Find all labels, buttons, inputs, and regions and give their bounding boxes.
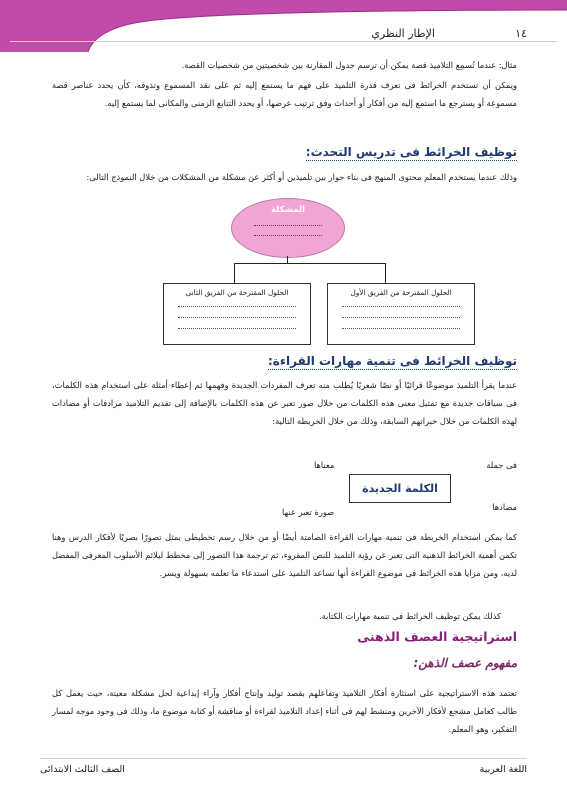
paragraph-writing: كذلك يمكن توظيف الخرائط فى تنمية مهارات الكتابة. <box>318 611 501 621</box>
word-map-opposites: مضادها <box>492 502 517 512</box>
team1-solutions-box <box>327 283 475 345</box>
dotted-line <box>342 306 460 307</box>
dotted-line <box>254 225 322 226</box>
dotted-line <box>178 317 296 318</box>
heading-brainstorm: استراتيجية العصف الذهنى <box>357 629 517 644</box>
running-head: الإطار النظري <box>371 27 435 40</box>
header-band <box>0 0 567 52</box>
team2-label: الحلول المقترحة من الفريق الثانى <box>185 288 289 297</box>
dotted-line <box>254 235 322 236</box>
dotted-line <box>178 328 296 329</box>
dotted-line <box>342 328 460 329</box>
heading-speaking: توظيف الخرائط فى تدريس التحدث: <box>305 145 517 159</box>
new-word-box: الكلمة الجديدة <box>349 474 451 503</box>
footer-grade: الصف الثالث الابتدائى <box>40 764 125 775</box>
problem-ellipse <box>231 198 345 258</box>
paragraph-example: مثال: عندما تُسمِع التلاميذ قصة يمكن أن ترسم جدول المقارنة بين شخصيتين من شخصيات القصة. <box>181 60 517 70</box>
paragraph-silent-reading: كما يمكن استخدام الخريطة فى تنمية مهارات القراءة الصامتة أيضًا أو من خلال رسم تخطيطى يمثل تصورًا بصريًا لأفكار الدرس وهنا تكمن أهمية الخرائط الذهنية التى تعبر عن رؤية التلميذ للنص المقروء، ثم ترجمة هذا التصور إلى مخطط ليلائم الأسلوب المعرفى المفضل لديه، ومن مزايا هذه الخرائط فى موضوع القراءة أنها تساعد التلميذ على استدعاء ما تعلمه بسهولة ويسر. <box>52 532 517 578</box>
dotted-line <box>342 317 460 318</box>
paragraph-reading: عندما يقرأ التلميذ موضوعًا قرائيًا أو نصًا شعريًا يُطلب منه تعرف المفردات الجديدة وفهمها ثم إعطاء أمثلة على استخدام هذه الكلمات، فى سياقات جديدة مع تمثيل معنى هذه الكلمات من خلال صور تعبر عن هذه الكلمات بالإضافة إلى تقديم التلاميذ مرادفات أو مضادات لهذه الكلمات من خلال خبراتهم السابقة، وذلك من خلال الخريطة التالية: <box>52 380 517 426</box>
diagram-connector <box>385 263 386 283</box>
page-number: ١٤ <box>515 27 527 40</box>
heading-reading: توظيف الخرائط فى تنمية مهارات القراءة: <box>267 354 517 368</box>
word-map-meaning: معناها <box>314 460 335 470</box>
word-map-in-sentence: فى جملة <box>486 460 517 470</box>
diagram-connector <box>234 263 235 283</box>
paragraph-brainstorm: تعتمد هذه الاستراتيجية على استثارة أفكار التلاميذ وتفاعلهم بقصد توليد وإنتاج أفكار وآراء إبداعية لحل مشكلة معينة، حيث يعمل كل طالب كعامل مشجع لأفكار الآخرين ومنشط لهم فى أثناء إعداد التلاميذ لقراءة أو مناقشة أو كتابة موضوع ما، وذلك فى وجود موجه لمسار التفكير، وهو المعلم. <box>52 688 517 734</box>
header-divider <box>10 41 557 42</box>
paragraph-speaking: وذلك عندما يستخدم المعلم محتوى المنهج فى بناء حوار بين تلميذين أو أكثر عن مشكلة من المشكلات من خلال النموذج التالى: <box>86 172 517 182</box>
heading-concept: مفهوم عصف الذهن: <box>413 656 517 670</box>
team2-solutions-box <box>163 283 311 345</box>
team1-label: الحلول المقترحة من الفريق الأول <box>350 288 452 297</box>
footer-divider <box>40 758 527 759</box>
footer-subject: اللغة العربية <box>479 764 527 775</box>
dotted-line <box>178 306 296 307</box>
word-map-image: صورة تعبر عنها <box>282 507 335 517</box>
paragraph-listening: ويمكن أن تستخدم الخرائط فى تعرف قدرة التلميذ على فهم ما يستمع إليه ثم على نقد المسموع وتذوقه، كأن يحدد عناصر قصة مسموعة أو يسترجع ما استمع إليه من أفكار أو أحداث وفق ترتيب عرضها، أو يحدد التتابع الزمنى والمكانى لما يستمع إليه. <box>52 80 517 108</box>
diagram-connector <box>234 263 385 264</box>
problem-label: المشكلة <box>270 205 306 215</box>
